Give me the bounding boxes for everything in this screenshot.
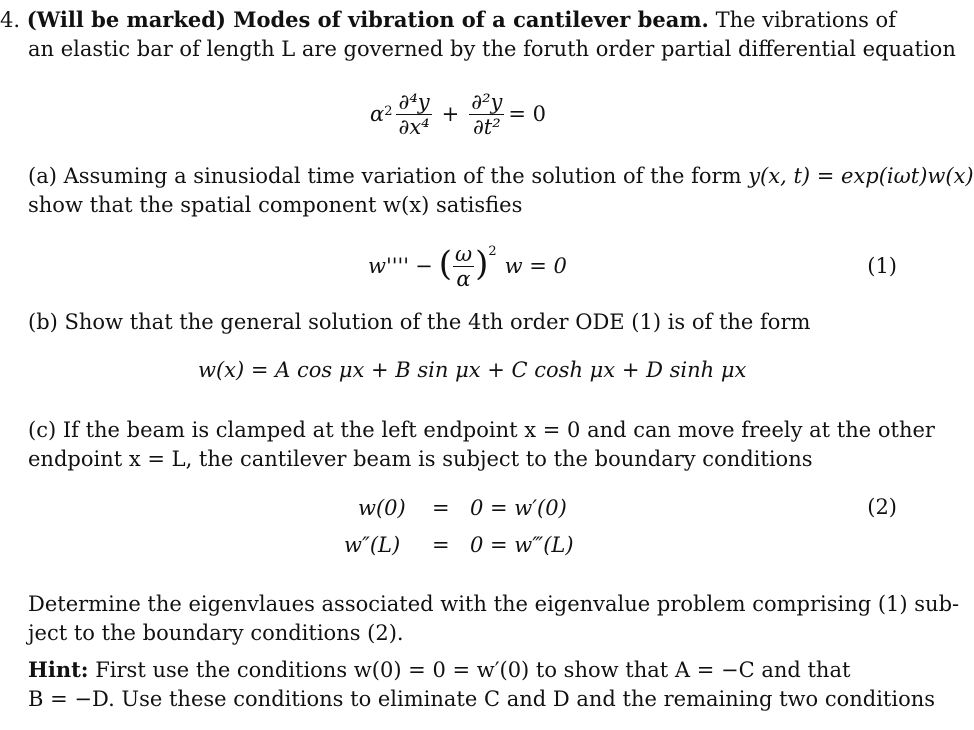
eq2-row1-rhs: 0 = w′(0) — [470, 496, 567, 520]
pde-coef-exp: 2 — [384, 104, 393, 119]
eq2-row1-lhs: w(0) — [358, 496, 406, 520]
pde-num-2: ∂²y — [471, 89, 503, 114]
pde-den-2: ∂t² — [472, 114, 501, 139]
eq1-den: α — [456, 266, 471, 291]
eq1-frac — [453, 243, 474, 290]
pde-frac-2 — [469, 91, 504, 138]
eq2-row2-eq: = — [432, 533, 450, 557]
eq1-num: ω — [454, 241, 473, 266]
part-a-math: y(x, t) = exp(iωt)w(x) — [748, 164, 974, 188]
equation-1-tag: (1) — [867, 254, 897, 278]
hint-line-2: B = −D. Use these conditions to eliminate C and D and the remaining two conditions — [28, 687, 936, 711]
eq1-exp: 2 — [488, 244, 497, 259]
hint-text-1: First use the conditions w(0) = 0 = w′(0) to show that A = −C and that — [95, 658, 851, 682]
pde-plus: + — [441, 102, 460, 126]
equation-2-tag: (2) — [867, 495, 897, 519]
eq1-minus: − — [415, 254, 433, 278]
problem-intro-2: an elastic bar of length L are governed by the foruth order partial differential equation — [28, 37, 956, 61]
problem-number: 4. — [0, 8, 21, 32]
part-a-text: (a) Assuming a sinusiodal time variation of the solution of the form — [28, 164, 742, 188]
equation-1 — [368, 238, 567, 294]
pde-frac-1 — [396, 91, 431, 138]
pde-rhs: = 0 — [508, 102, 547, 126]
eq1-paren-open: ( — [438, 244, 452, 284]
part-b-line-1: (b) Show that the general solution of the 4th order ODE (1) is of the form — [28, 310, 811, 334]
part-a-line-1 — [28, 163, 974, 189]
pde-coef: α — [370, 102, 385, 126]
problem-intro-1: The vibrations of — [715, 8, 896, 32]
eq1-paren-close: ) — [475, 244, 489, 284]
problem-heading — [0, 7, 896, 33]
eq2-row2-lhs: w″(L) — [344, 533, 401, 557]
eq2-row2-rhs: 0 = w‴(L) — [470, 533, 574, 557]
hint-line-1 — [28, 657, 850, 683]
eq2-row1-eq: = — [432, 496, 450, 520]
hint-label: Hint: — [28, 657, 89, 682]
determine-line-2: ject to the boundary conditions (2). — [28, 621, 404, 645]
part-b-solution: w(x) = A cos μx + B sin μx + C cosh μx + D sinh μx — [198, 358, 747, 382]
problem-title: (Will be marked) Modes of vibration of a cantilever beam. — [26, 7, 709, 32]
eq1-lhs: w'''' — [368, 254, 410, 278]
part-a-line-2: show that the spatial component w(x) satisfies — [28, 193, 523, 217]
eq1-rest: w = 0 — [504, 254, 567, 278]
part-c-line-2: endpoint x = L, the cantilever beam is subject to the boundary conditions — [28, 447, 813, 471]
pde-num-1: ∂⁴y — [398, 89, 430, 114]
pde-equation — [370, 84, 546, 144]
determine-line-1: Determine the eigenvlaues associated with the eigenvalue problem comprising (1) sub- — [28, 592, 960, 616]
pde-den-1: ∂x⁴ — [398, 114, 430, 139]
part-c-line-1: (c) If the beam is clamped at the left endpoint x = 0 and can move freely at the other — [28, 418, 935, 442]
